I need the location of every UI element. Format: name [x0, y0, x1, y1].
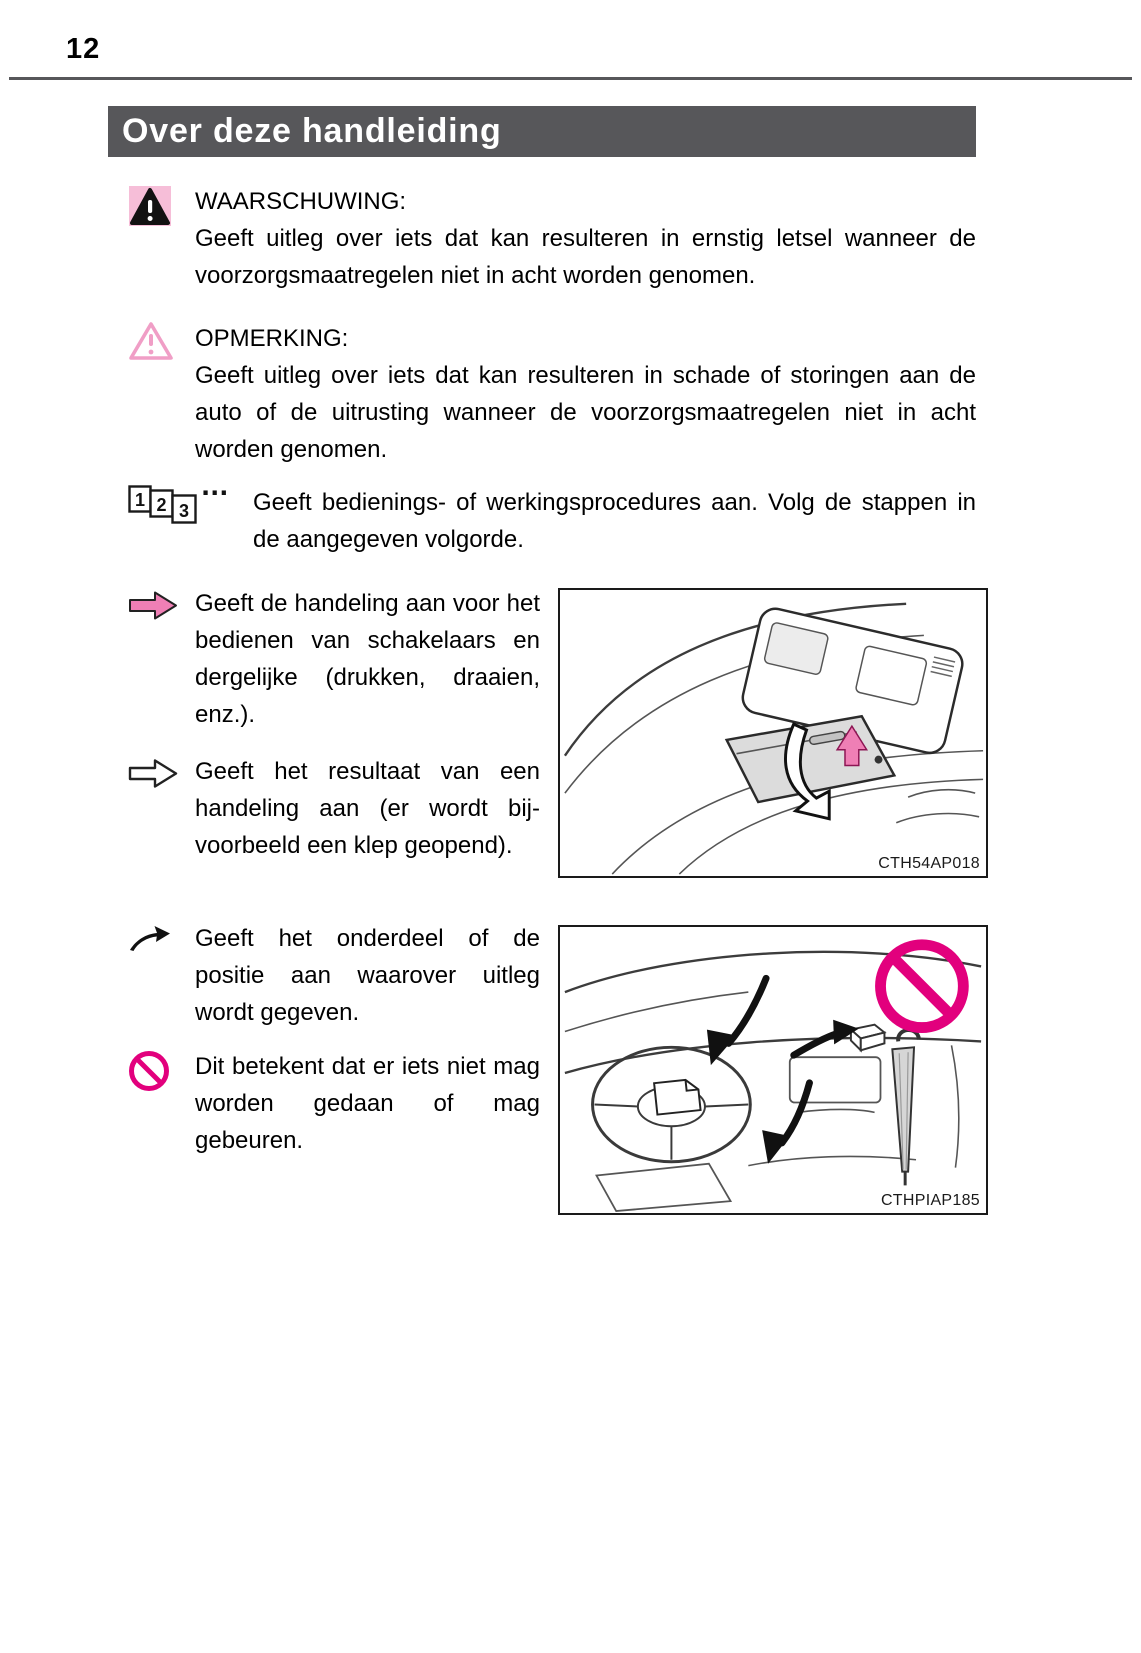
- numbered-steps-icon: [128, 484, 250, 528]
- notice-body: Geeft uitleg over iets dat kan resulteren in schade of storingen aan de auto of de uitrusting wanneer de voorzorgsmaatregelen niet in acht worden genomen.: [195, 362, 976, 463]
- caution-triangle-icon: [128, 183, 173, 228]
- overhead-console-illustration: [560, 590, 986, 876]
- action-arrow-body: Geeft de handeling aan voor het bedienen van schakelaars en dergelijke (drukken, draaien, enz.).: [195, 590, 540, 728]
- figure-overhead-console: [558, 588, 988, 878]
- figure-dashboard: [558, 925, 988, 1215]
- result-arrow-row: [128, 753, 540, 864]
- prohibition-row: [128, 1048, 540, 1159]
- white-block-arrow-icon: [128, 758, 178, 789]
- step-number-1: 1: [134, 490, 146, 510]
- pointer-arrow-row: [128, 920, 540, 1031]
- warning-legend-row: [128, 183, 976, 294]
- pointer-arrow-icon-wrap: [128, 925, 195, 958]
- notice-text: [195, 320, 976, 468]
- figure-code: CTHPIAP185: [880, 1192, 980, 1209]
- action-arrow-icon-wrap: [128, 590, 195, 626]
- prohibition-body: Dit betekent dat er iets niet mag worden gedaan of mag gebeuren.: [195, 1053, 540, 1154]
- notice-legend-row: [128, 320, 976, 468]
- steps-body: Geeft bedienings- of werkingsprocedures aan. Volg de stappen in de aangegeven volgorde.: [253, 489, 976, 553]
- warning-icon: [128, 183, 195, 233]
- page-title: Over deze handleiding: [108, 106, 976, 157]
- alert-outline-triangle-icon: [128, 320, 174, 362]
- pointer-arrows: [729, 978, 837, 1143]
- result-arrow-body: Geeft het resultaat van een handeling aan (er wordt bijvoorbeeld een klep geopend).: [195, 758, 540, 859]
- pointer-arrow-body: Geeft het onderdeel of de positie aan waarover uitleg wordt gegeven.: [195, 925, 540, 1026]
- step-number-2: 2: [156, 495, 167, 515]
- curved-pointer-arrow-icon: [128, 925, 172, 953]
- warning-body: Geeft uitleg over iets dat kan resulteren in ernstig letsel wanneer de voorzorgsmaatregelen niet in acht worden genomen.: [195, 225, 976, 289]
- top-divider: [9, 77, 1132, 80]
- umbrella: [892, 1030, 919, 1185]
- steps-icon: [128, 484, 253, 533]
- page-number: 12: [66, 33, 101, 65]
- figure-code: CTH54AP018: [878, 855, 980, 872]
- pink-block-arrow-icon: [128, 590, 178, 621]
- ellipsis-dots: ···: [201, 484, 229, 507]
- paper-on-wheel: [654, 1079, 700, 1115]
- warning-title: WAARSCHUWING:: [195, 188, 407, 215]
- notice-title: OPMERKING:: [195, 325, 349, 352]
- prohibition-icon-wrap: [128, 1050, 195, 1097]
- steps-legend-row: [128, 484, 976, 558]
- action-arrow-row: [128, 585, 540, 733]
- notice-icon: [128, 320, 195, 367]
- step-number-3: 3: [178, 501, 190, 521]
- prohibition-icon: [128, 1050, 170, 1092]
- result-arrow-icon-wrap: [128, 758, 195, 794]
- dashboard-illustration: [560, 927, 986, 1213]
- warning-text: [195, 183, 976, 294]
